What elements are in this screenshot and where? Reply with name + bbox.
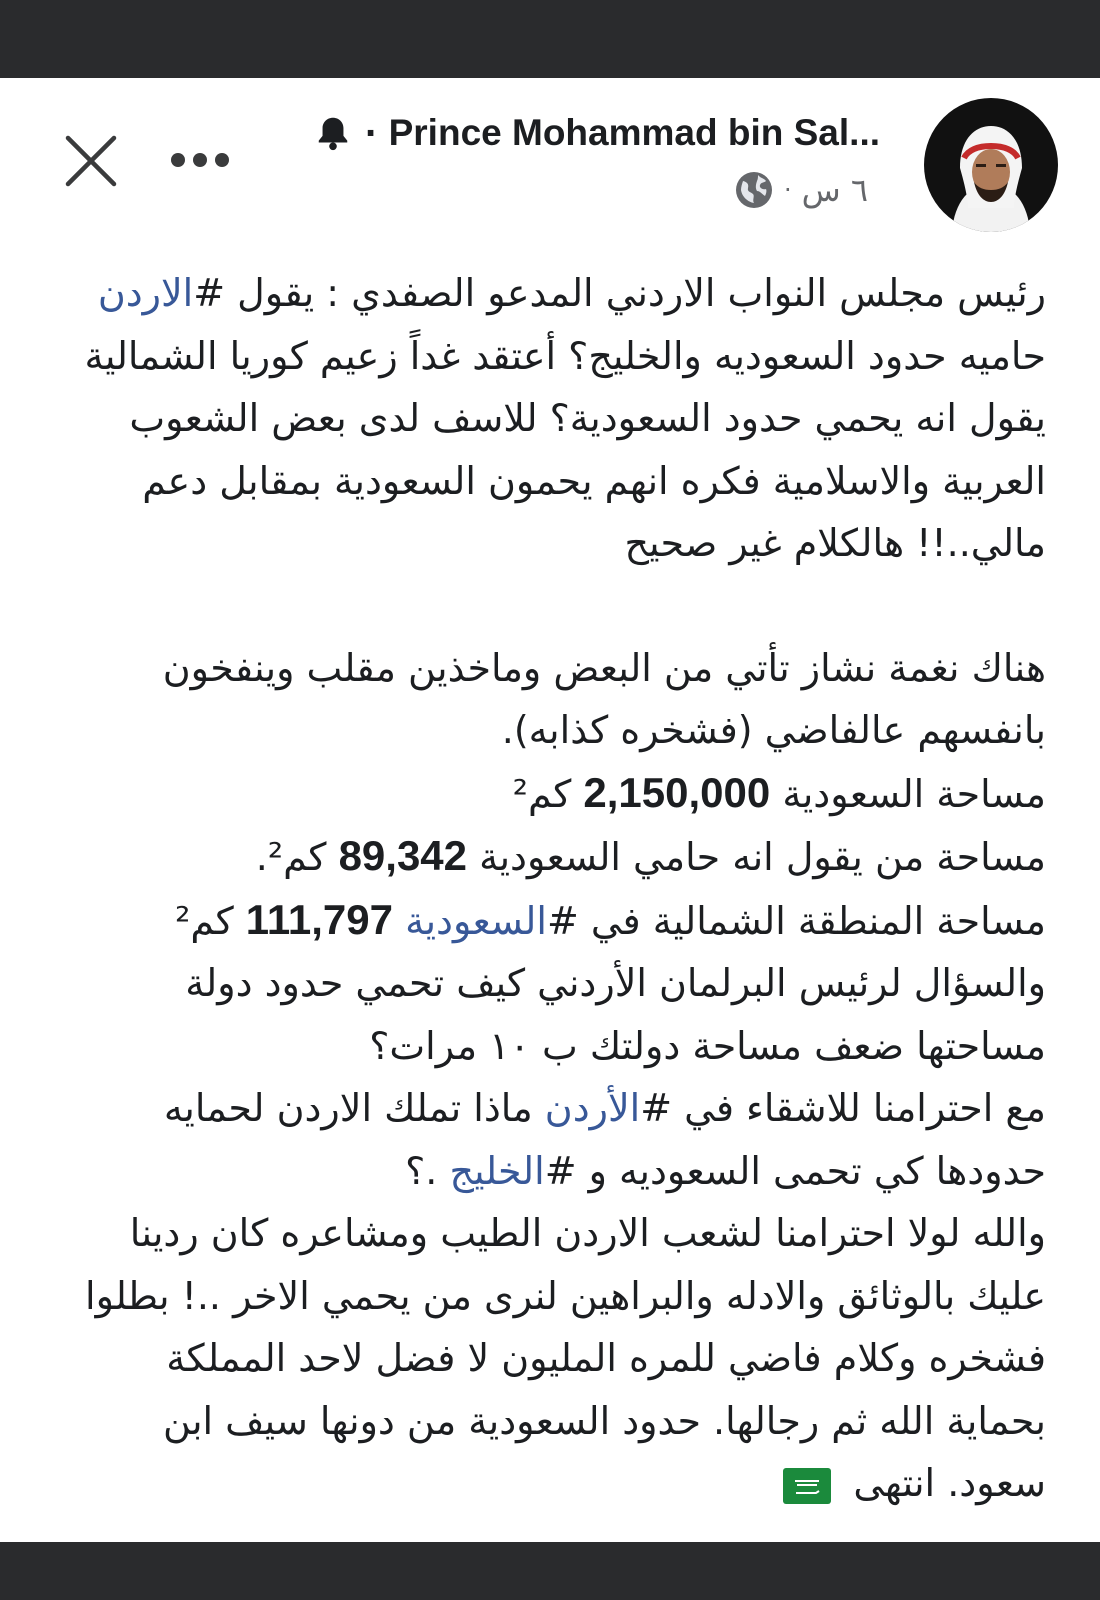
area-line-northern bbox=[56, 889, 1046, 953]
post-text: رئيس مجلس النواب الاردني المدعو الصفدي : يقول bbox=[225, 271, 1046, 315]
avatar[interactable] bbox=[924, 98, 1058, 232]
area-value: 2,150,000 bbox=[583, 768, 771, 816]
hashtag-saudi[interactable] bbox=[405, 899, 579, 943]
post-timestamp[interactable]: ٦ س bbox=[801, 171, 868, 209]
post-text: والله لولا احترامنا لشعب الاردن الطيب ومشاعره كان ردينا عليك بالوثائق والادله والبراهين لنرى من يحمي الاخر ..! بطلوا فشخره وكلام فاضي للمره المليون لا فضل لاحد المملكة بحماية الله ثم رجالها. حدود السعودية من دونها سيف ابن سعود. انتهى bbox=[85, 1211, 1046, 1505]
hashtag-text: الخليج bbox=[449, 1148, 545, 1193]
hash-symbol: # bbox=[640, 1086, 673, 1130]
post-respect bbox=[56, 1077, 1046, 1202]
bottom-bar bbox=[0, 1542, 1100, 1600]
hashtag-text: الاردن bbox=[97, 271, 194, 315]
area-value: 89,342 bbox=[338, 832, 468, 879]
post-body bbox=[56, 262, 1046, 1515]
post-paragraph-intro bbox=[56, 262, 1046, 575]
post-closing bbox=[56, 1202, 1046, 1515]
area-label: مساحة السعودية bbox=[770, 771, 1046, 816]
saudi-flag-icon bbox=[783, 1468, 831, 1504]
paragraph-gap bbox=[56, 575, 1046, 637]
hashtag-text: الأردن bbox=[544, 1086, 641, 1130]
name-separator: · bbox=[364, 114, 377, 152]
area-value: 111,797 bbox=[245, 895, 393, 943]
bell-icon[interactable] bbox=[314, 114, 352, 152]
post-meta-row bbox=[734, 168, 868, 212]
post-text: حاميه حدود السعوديه والخليج؟ أعتقد غداً زعيم كوريا الشمالية يقول انه يحمي حدود السعودية؟ للاسف لدى بعض الشعوب العربية والاسلامية فكره انهم يحمون السعودية بمقابل دعم مالي..!! هالكلام غير صحيح bbox=[84, 333, 1046, 565]
top-status-bar bbox=[0, 0, 1100, 78]
area-label: مساحة المنطقة الشمالية في bbox=[578, 898, 1046, 943]
area-line-saudi bbox=[56, 762, 1046, 826]
area-unit: كم² bbox=[175, 898, 246, 943]
post-text: .؟ bbox=[405, 1148, 450, 1193]
area-label: مساحة من يقول انه حامي السعودية bbox=[467, 835, 1046, 879]
post-text: مع احترامنا للاشقاء في bbox=[672, 1086, 1046, 1130]
hashtag-jordan-2[interactable] bbox=[545, 1086, 672, 1130]
profile-photo bbox=[924, 98, 1058, 232]
hashtag-jordan[interactable] bbox=[98, 271, 225, 315]
post-paragraph-claim: هناك نغمة نشاز تأتي من البعض وماخذين مقلب وينفخون بانفسهم عالفاضي (فشخره كذابه). bbox=[162, 645, 1046, 752]
meta-separator: · bbox=[783, 176, 792, 204]
globe-icon bbox=[734, 170, 774, 210]
area-unit: كم² bbox=[512, 771, 584, 816]
more-options-button[interactable] bbox=[168, 144, 232, 176]
hashtag-text: السعودية bbox=[405, 898, 547, 943]
close-icon bbox=[62, 132, 120, 190]
hash-symbol: # bbox=[546, 898, 579, 943]
hashtag-gulf[interactable] bbox=[449, 1149, 576, 1193]
hash-symbol: # bbox=[544, 1148, 577, 1193]
area-unit: كم². bbox=[255, 835, 339, 879]
post-question: والسؤال لرئيس البرلمان الأردني كيف تحمي حدود دولة مساحتها ضعف مساحة دولتك ب ١٠ مرات؟ bbox=[185, 961, 1046, 1068]
close-button[interactable] bbox=[62, 132, 120, 190]
poster-name-row bbox=[314, 108, 880, 158]
hash-symbol: # bbox=[193, 271, 226, 315]
post-text: ماذا تملك الاردن لحمايه حدودها كي تحمى السعوديه و bbox=[163, 1086, 1046, 1193]
area-line-jordan bbox=[56, 825, 1046, 889]
poster-name[interactable]: Prince Mohammad bin Sal... bbox=[388, 112, 880, 153]
more-icon bbox=[168, 144, 232, 176]
